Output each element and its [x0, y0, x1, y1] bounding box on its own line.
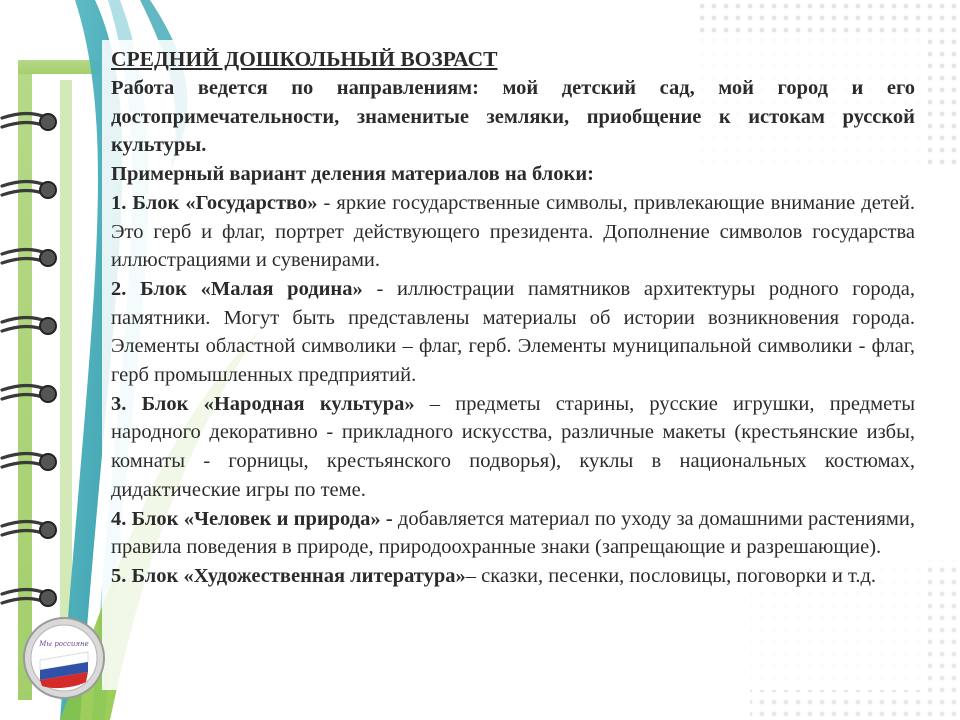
block-description: – сказки, песенки, пословицы, поговорки и т.д. [465, 564, 877, 587]
block-description: - иллюстрации памятников архитектуры родного города, памятники. Могут быть представлены материалы об истории возникновения города. Элементы областной символики – флаг, герб. Элементы муниципальной символики - флаг, герб промышленных предприятий. [111, 277, 915, 387]
block-description: добавляется материал по уходу за домашними растениями, правила поведения в природе, природоохранные знаки (запрещающие и разрешающие). [111, 507, 915, 559]
slide-title: СРЕДНИЙ ДОШКОЛЬНЫЙ ВОЗРАСТ [111, 47, 498, 71]
block-description: – предметы старины, русские игрушки, предметы народного декоративно - прикладного искусства, различные макеты (крестьянские избы, комнаты - горницы, крестьянского подворья), куклы в национальных костюмах, дидактические игры по теме. [111, 392, 915, 501]
block-item [111, 275, 915, 390]
blocks-subtitle: Примерный вариант деления материалов на блоки: [111, 163, 594, 186]
slide-content [111, 44, 915, 591]
block-item [111, 390, 915, 505]
intro-paragraph: Работа ведется по направлениям: мой детский сад, мой город и его достопримечательности, знаменитые земляки, приобщение к истокам русской культуры. [111, 77, 915, 157]
block-item [111, 189, 915, 275]
logo-text: Мы россияне [39, 640, 89, 648]
block-item [111, 562, 915, 591]
block-name: 1. Блок «Государство» [111, 191, 318, 214]
russia-emblem-logo [22, 612, 106, 702]
block-name: 2. Блок «Малая родина» [111, 277, 363, 300]
block-name: 5. Блок «Художественная литература» [111, 564, 466, 587]
block-description: - яркие государственные символы, привлекающие внимание детей. Это герб и флаг, портрет действующего президента. Дополнение символов государства иллюстрациями и сувенирами. [111, 191, 915, 272]
block-name: 3. Блок «Народная культура» [111, 392, 415, 415]
block-name: 4. Блок «Человек и природа» - [111, 507, 393, 530]
block-item [111, 505, 915, 562]
